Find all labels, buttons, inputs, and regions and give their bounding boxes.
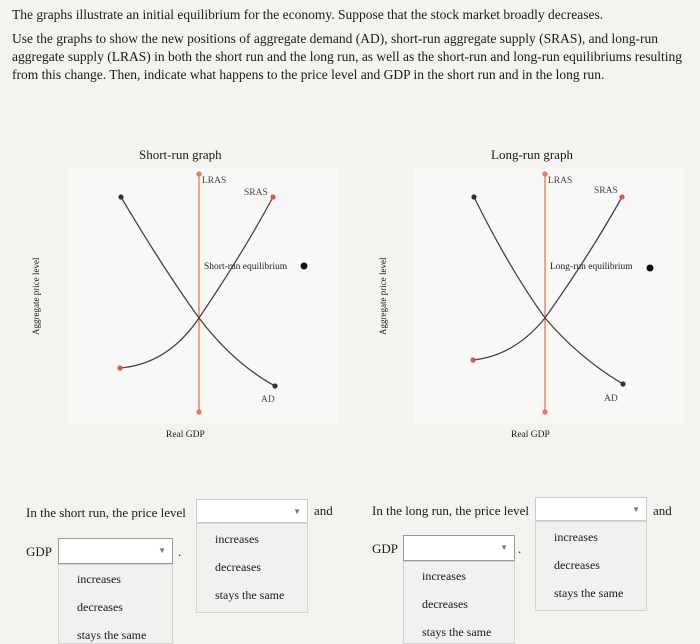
lras-label: LRAS <box>548 176 573 186</box>
option-stays-the-same[interactable]: stays the same <box>554 586 624 600</box>
lras-handle[interactable] <box>542 171 547 176</box>
lr-price-question: In the long run, the price level <box>372 503 530 518</box>
ad-handle-right[interactable] <box>620 381 625 386</box>
sr-price-question: In the short run, the price level <box>26 505 186 520</box>
equilibrium-marker[interactable] <box>647 265 654 272</box>
sras-label: SRAS <box>594 186 618 196</box>
chevron-down-icon: ▼ <box>293 507 301 516</box>
lras-handle-bottom[interactable] <box>196 409 201 414</box>
ad-handle-left[interactable] <box>471 194 476 199</box>
short-run-y-axis-label: Aggregate price level <box>31 257 41 335</box>
equilibrium-label: Long-run equilibrium <box>550 262 633 272</box>
sras-curve[interactable] <box>120 197 273 368</box>
question-prompt <box>12 6 692 90</box>
sras-handle-left[interactable] <box>117 365 122 370</box>
option-decreases[interactable]: decreases <box>215 560 261 574</box>
lras-handle[interactable] <box>196 171 201 176</box>
option-stays-the-same[interactable]: stays the same <box>77 628 147 642</box>
option-stays-the-same[interactable]: stays the same <box>422 625 492 639</box>
period-text: . <box>518 541 522 556</box>
prompt-instructions: Use the graphs to show the new positions of aggregate demand (AD), short-run aggregate supply (SRAS), and long-run aggregate supply (LRAS) in both the short run and the long run, as well as the short-run and long-run equilibriums resulting from this change. Then, indicate what happens to the price level and GDP in the short run and in the long run. <box>12 31 683 82</box>
sr-gdp-options <box>58 564 173 644</box>
chevron-down-icon: ▼ <box>158 546 166 555</box>
long-run-y-axis-label: Aggregate price level <box>378 257 388 335</box>
ad-handle-right[interactable] <box>272 383 277 388</box>
sr-gdp-label: GDP <box>26 544 53 559</box>
lr-price-options <box>535 521 647 611</box>
option-decreases[interactable]: decreases <box>554 558 600 572</box>
lr-price-select[interactable] <box>535 497 647 521</box>
chevron-down-icon: ▼ <box>500 543 508 552</box>
option-increases[interactable]: increases <box>215 532 259 546</box>
long-run-x-axis-label: Real GDP <box>511 430 550 440</box>
sras-curve[interactable] <box>473 197 622 360</box>
equilibrium-marker[interactable] <box>301 263 308 270</box>
short-run-graph <box>68 168 338 424</box>
lr-gdp-select[interactable] <box>403 535 515 561</box>
sras-handle-right[interactable] <box>619 194 624 199</box>
option-increases[interactable]: increases <box>422 569 466 583</box>
and-text: and <box>314 503 333 518</box>
sras-handle-left[interactable] <box>470 357 475 362</box>
sr-price-options <box>196 523 308 613</box>
option-stays-the-same[interactable]: stays the same <box>215 588 285 602</box>
long-run-graph-title: Long-run graph <box>491 147 573 162</box>
option-decreases[interactable]: decreases <box>77 600 123 614</box>
prompt-intro: The graphs illustrate an initial equilibrium for the economy. Suppose that the stock market broadly decreases. <box>12 7 604 22</box>
ad-handle-left[interactable] <box>118 194 123 199</box>
period-text: . <box>178 544 182 559</box>
ad-label: AD <box>261 395 275 405</box>
ad-curve[interactable] <box>121 197 275 386</box>
equilibrium-label: Short-run equilibrium <box>204 262 288 272</box>
chevron-down-icon: ▼ <box>632 505 640 514</box>
lras-handle-bottom[interactable] <box>542 409 547 414</box>
ad-curve[interactable] <box>474 197 623 384</box>
lr-gdp-options <box>403 561 515 644</box>
sras-handle-right[interactable] <box>270 194 275 199</box>
option-decreases[interactable]: decreases <box>422 597 468 611</box>
lr-gdp-label: GDP <box>372 541 399 556</box>
long-run-graph <box>414 168 684 424</box>
sr-gdp-select[interactable] <box>58 538 173 564</box>
long-run-graph-panel <box>414 168 684 424</box>
option-increases[interactable]: increases <box>77 572 121 586</box>
short-run-graph-panel <box>68 168 338 424</box>
lras-label: LRAS <box>202 176 227 186</box>
short-run-x-axis-label: Real GDP <box>166 430 205 440</box>
option-increases[interactable]: increases <box>554 530 598 544</box>
sras-label: SRAS <box>244 188 268 198</box>
sr-price-select[interactable] <box>196 499 308 523</box>
and-text: and <box>653 503 672 518</box>
short-run-graph-title: Short-run graph <box>139 147 222 162</box>
ad-label: AD <box>604 394 618 404</box>
